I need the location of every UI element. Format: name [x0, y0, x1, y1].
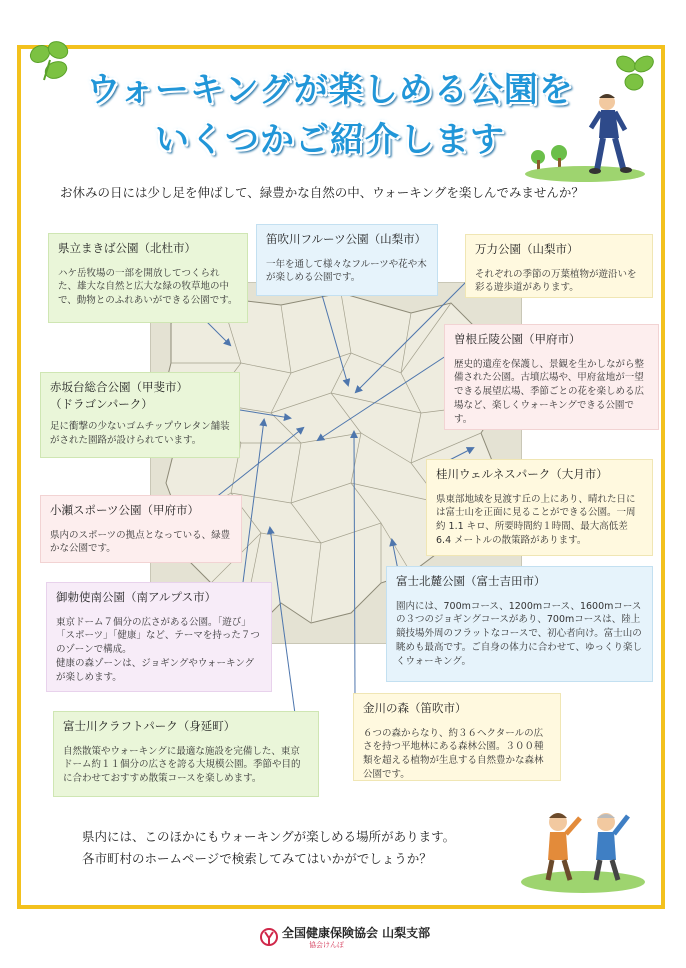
park-name: 御勅使南公園（南アルプス市）	[56, 590, 217, 604]
park-description: 足に衝撃の少ないゴムチップウレタン舗装がされた園路が設けられています。	[50, 421, 230, 447]
park-card-akasaka	[40, 372, 240, 458]
park-card-sone	[444, 324, 659, 430]
park-name: 県立まきば公園（北杜市）	[58, 241, 196, 255]
closing-text	[82, 826, 455, 870]
park-card-manriki	[465, 234, 653, 298]
park-description-2: 健康の森ゾーンは、ジョギングやウォーキングが楽しめます。	[56, 657, 255, 683]
park-description: 県内のスポーツの拠点となっている、緑豊かな公園です。	[50, 529, 231, 555]
park-card-fuefukigawa	[256, 224, 438, 296]
intro-text: お休みの日には少し足を伸ばして、緑豊かな自然の中、ウォーキングを楽しんでみませんか？	[60, 185, 584, 200]
park-description: 園内には、700mコース、1200mコース、1600mコースの３つのジョギングコースがあり、700mコースは、陸上競技場外周のフラットなコースで、初心者向け。富士山の眺めも最高です。ご自身の体力に合わせて、ゆっくり楽しくウォーキング。	[396, 600, 642, 667]
park-name: 曽根丘陵公園（甲府市）	[454, 332, 581, 346]
exercising-couple-illustration	[518, 800, 648, 895]
park-description: ハケ岳牧場の一部を開放してつくられた、雄大な自然と広大な緑の牧草地の中で、動物とのふれあいができる公園です。	[58, 267, 238, 307]
kyokai-kenpo-logo-icon	[260, 926, 278, 948]
park-description: 歴史的遺産を保護し、景観を生かしながら整備された公園。古墳広場や、甲府盆地が一望できる展望広場、季節ごとの花を楽しめる広場など、楽しくウォーキングできる公園です。	[454, 358, 645, 425]
park-card-kose	[40, 495, 242, 563]
park-name: 赤坂台総合公園（甲斐市）	[50, 380, 188, 394]
park-name: 笛吹川フルーツ公園（山梨市）	[266, 232, 427, 246]
park-description: それぞれの季節の万葉植物が遊沿いを彩る遊歩道があります。	[475, 268, 637, 294]
walking-man-illustration	[525, 90, 645, 185]
park-name: 小瀬スポーツ公園（甲府市）	[50, 503, 200, 517]
park-name-sub: （ドラゴンパーク）	[50, 396, 153, 411]
park-card-makiba	[48, 233, 248, 323]
closing-line-1: 県内には、このほかにもウォーキングが楽しめる場所があります。	[82, 829, 456, 844]
park-description: 県東部地域を見渡す丘の上にあり、晴れた日には富士山を正面に見ることができる公園。一周約 1.1 キロ、所要時間約１時間、最大高低差 6.4 メートルの散策路があります。	[436, 493, 636, 546]
park-name: 金川の森（笛吹市）	[363, 701, 467, 715]
park-card-midaishinan	[46, 582, 272, 692]
organization-name: 全国健康保険協会 山梨支部	[282, 926, 431, 940]
page-title-line1: ウォーキングが楽しめる公園を	[86, 70, 574, 110]
park-name: 桂川ウェルネスパーク（大月市）	[436, 467, 608, 481]
organization-subname: 協会けんぽ	[309, 941, 344, 949]
park-card-fujikawa	[53, 711, 319, 797]
park-card-kanegawa	[353, 693, 561, 781]
park-description: 東京ドーム７個分の広さがある公園。「遊び」「スポーツ」「健康」など、テーマを持った７つのゾーンで構成。	[56, 616, 260, 656]
closing-line-2: 各市町村のホームページで検索してみてはいかがでしょうか？	[82, 850, 432, 866]
park-description: 一年を通して様々なフルーツや花や木が楽しめる公園です。	[266, 258, 427, 284]
park-description: 自然散策やウォーキングに最適な施設を完備した、東京ドーム約１１個分の広さを誇る大規模公園。季節や目的に合わせておすすめ散策コースを楽しめます。	[63, 745, 301, 785]
park-description: ６つの森からなり、約３６ヘクタールの広さを持つ平地林にある森林公園。３００種類を超える植物が生息する自然豊かな森林公園です。	[363, 727, 544, 780]
page-title-line2: いくつかご紹介します	[155, 120, 505, 160]
park-name: 富士北麓公園（富士吉田市）	[396, 574, 546, 588]
park-card-katsuragawa	[426, 459, 653, 556]
park-card-fujihokuroku	[386, 566, 653, 682]
park-name: 富士川クラフトパーク（身延町）	[63, 719, 236, 733]
park-name: 万力公園（山梨市）	[475, 242, 579, 256]
